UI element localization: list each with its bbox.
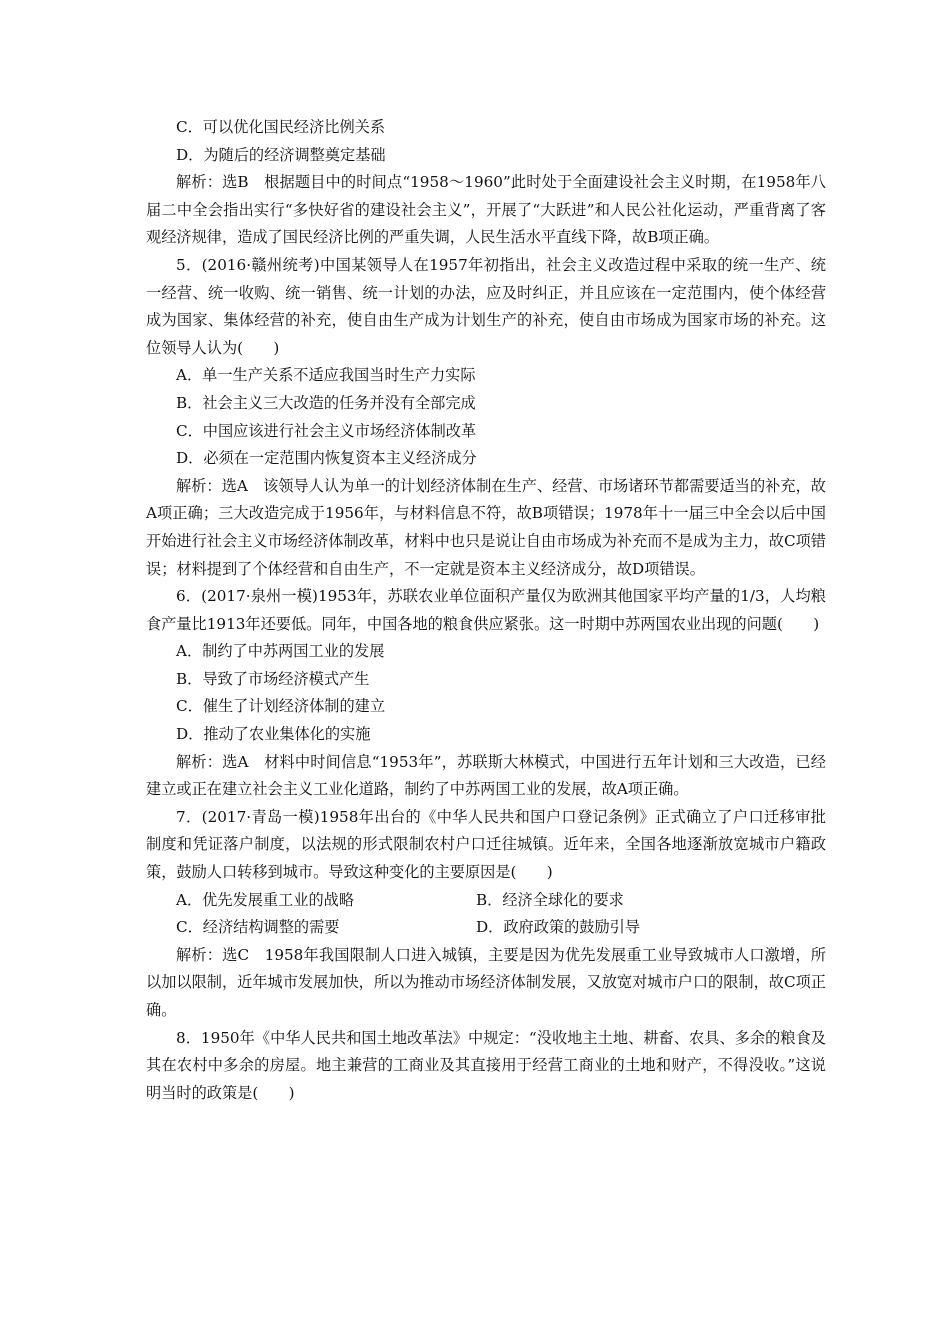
paragraph: 解析：选A 材料中时间信息“1953年”，苏联斯大林模式，中国进行五年计划和三大改造，已经建立或正在建立社会主义工业化道路，制约了中苏两国工业的发展，故A项正确。 <box>146 752 826 799</box>
option-text: A．单一生产关系不适应我国当时生产力实际 <box>176 366 476 385</box>
option-text: D．推动了农业集体化的实施 <box>176 725 371 744</box>
paragraph: 解析：选A 该领导人认为单一的计划经济体制在生产、经营、市场诸环节都需要适当的补充，故A项正确；三大改造完成于1956年，与材料信息不符，故B项错误；1978年十一届三中全会以后中国开始进行社会主义市场经济体制改革，材料中也只是说让自由市场成为补充而不是成为主力，故C项错误；材料提到了个体经营和自由生产，不一定就是资本主义经济成分，故D项错误。 <box>146 476 826 578</box>
option-text: D．为随后的经济调整奠定基础 <box>176 145 386 164</box>
option-text: D．必须在一定范围内恢复资本主义经济成分 <box>176 449 477 468</box>
option-text: D．政府政策的鼓励引导 <box>476 918 641 937</box>
option-text: A．优先发展重工业的战略 <box>176 890 355 909</box>
option-row <box>146 887 826 915</box>
paragraph: 解析：选C 1958年我国限制人口进入城镇，主要是因为优先发展重工业导致城市人口激增，所以加以限制，近年城市发展加快，所以为推动市场经济体制发展，又放宽对城市户口的限制，故C项正确。 <box>146 945 826 1019</box>
paragraph: 8．1950年《中华人民共和国土地改革法》中规定：“没收地主土地、耕畜、农具、多余的粮食及其在农村中多余的房屋。地主兼营的工商业及其直接用于经营工商业的土地和财产，不得没收。”这说明当时的政策是( ) <box>146 1028 826 1102</box>
option-text: C．中国应该进行社会主义市场经济体制改革 <box>176 421 477 440</box>
paragraph: 7．(2017·青岛一模)1958年出台的《中华人民共和国户口登记条例》正式确立了户口迁移审批制度和凭证落户制度，以法规的形式限制农村户口迁往城镇。近年来，全国各地逐渐放宽城市户籍政策，鼓励人口转移到城市。导致这种变化的主要原因是( ) <box>146 807 826 882</box>
option-text: B．导致了市场经济模式产生 <box>176 669 370 688</box>
option-row <box>146 914 826 942</box>
document-page <box>146 114 826 1107</box>
option-text: B．经济全球化的要求 <box>476 890 624 909</box>
paragraph: 解析：选B 根据题目中的时间点“1958～1960”此时处于全面建设社会主义时期，在1958年八届二中全会指出实行“多快好省的建设社会主义”，开展了“大跃进”和人民公社化运动，严重背离了客观经济规律，造成了国民经济比例的严重失调，人民生活水平直线下降，故B项正确。 <box>146 173 826 247</box>
option-text: C．催生了计划经济体制的建立 <box>176 697 386 716</box>
option-text: A．制约了中苏两国工业的发展 <box>176 642 385 661</box>
option-text: C．可以优化国民经济比例关系 <box>176 118 386 136</box>
option-text: B．社会主义三大改造的任务并没有全部完成 <box>176 393 476 412</box>
paragraph: 5．(2016·赣州统考)中国某领导人在1957年初指出，社会主义改造过程中采取的统一生产、统一经营、统一收购、统一销售、统一计划的办法，应及时纠正，并且应该在一定范围内，使个体经营成为国家、集体经营的补充，使自由生产成为计划生产的补充，使自由市场成为国家市场的补充。这位领导人认为( ) <box>146 255 826 357</box>
option-text: C．经济结构调整的需要 <box>176 918 340 937</box>
paragraph: 6．(2017·泉州一模)1953年，苏联农业单位面积产量仅为欧洲其他国家平均产量的1/3，人均粮食产量比1913年还要低。同年，中国各地的粮食供应紧张。这一时期中苏两国农业出现的问题( ) <box>146 587 826 633</box>
